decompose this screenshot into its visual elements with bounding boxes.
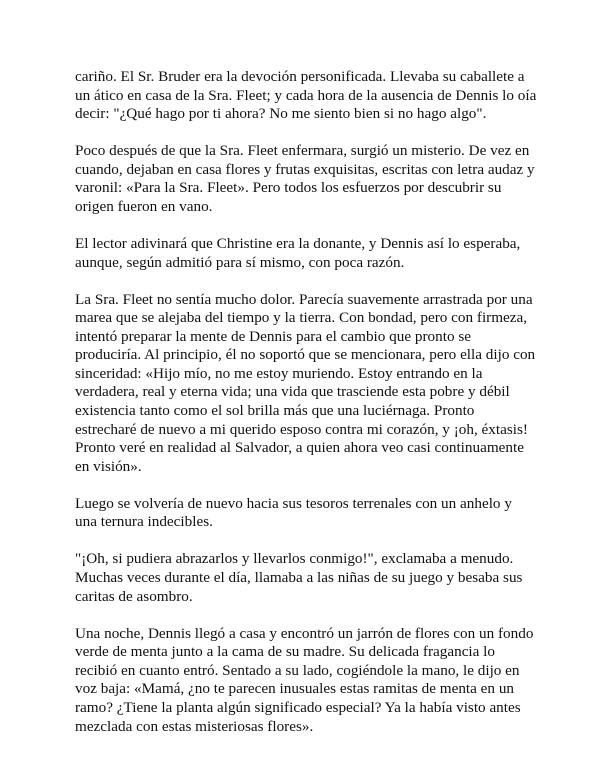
paragraph-2: Poco después de que la Sra. Fleet enfermara, surgió un misterio. De vez en cuando, dejaban en casa flores y frutas exquisitas, escritas con letra audaz y varonil: «Para la Sra. Fleet». Pero todos los esfuerzos por descubrir su origen fueron en vano. [75, 142, 535, 215]
paragraph-3: El lector adivinará que Christine era la donante, y Dennis así lo esperaba, aunque, según admitió para sí mismo, con poca razón. [75, 234, 521, 271]
paragraph-5: Luego se volvería de nuevo hacia sus tesoros terrenales con un anhelo y una ternura indecibles. [75, 494, 512, 531]
paragraph-4: La Sra. Fleet no sentía mucho dolor. Parecía suavemente arrastrada por una marea que se alejaba del tiempo y la tierra. Con bondad, pero con firmeza, intentó preparar la mente de Dennis para el cambio que pronto se produciría. Al principio, él no soportó que se mencionara, pero ella dijo con sinceridad: «Hijo mío, no me estoy muriendo. Estoy entrando en la verdadera, real y eterna vida; una vida que trasciende esta pobre y débil existencia tanto como el sol brilla más que una luciérnaga. Pronto estrecharé de nuevo a mi querido esposo contra mi corazón, y ¡oh, éxtasis! Pronto veré en realidad al Salvador, a quien ahora veo casi continuamente en visión». [75, 290, 536, 475]
paragraph-1: cariño. El Sr. Bruder era la devoción personificada. Llevaba su caballete a un ático en casa de la Sra. Fleet; y cada hora de la ausencia de Dennis lo oía decir: "¿Qué hago por ti ahora? No me siento bien si no hago algo". [75, 68, 537, 123]
paragraph-7: Una noche, Dennis llegó a casa y encontró un jarrón de flores con un fondo verde de menta junto a la cama de su madre. Su delicada fragancia lo recibió en cuanto entró. Sentado a su lado, cogiéndole la mano, le dijo en voz baja: «Mamá, ¿no te parecen inusuales estas ramitas de menta en un ramo? ¿Tiene la planta algún significado especial? Ya la había visto antes mezclada con estas misteriosas flores». [75, 624, 534, 735]
paragraph-6: "¡Oh, si pudiera abrazarlos y llevarlos conmigo!", exclamaba a menudo. Muchas veces durante el día, llamaba a las niñas de su juego y besaba sus caritas de asombro. [75, 550, 523, 605]
document-body [75, 68, 537, 755]
